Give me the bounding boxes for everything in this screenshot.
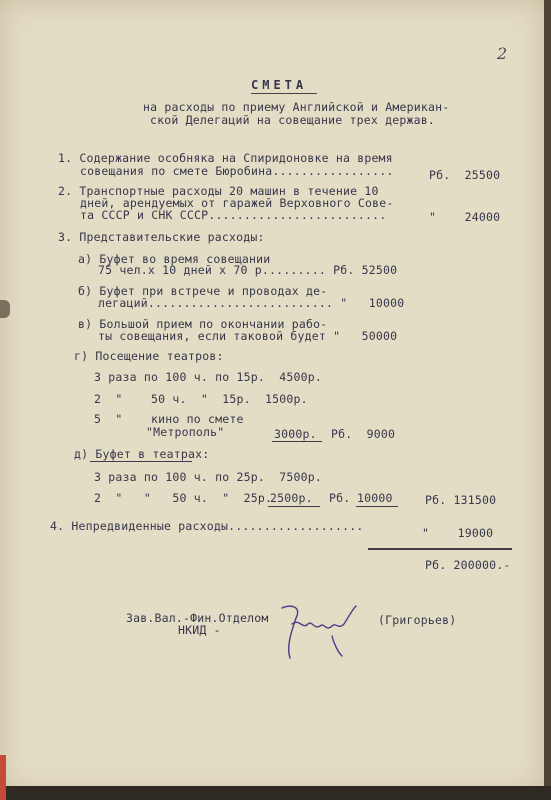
item-3a-line-2: 75 чел.х 10 дней х 70 р......... Рб. 52500: [98, 263, 398, 277]
item-1-line-2: совещания по смете Бюробина.................: [80, 164, 394, 178]
underline-10000: [356, 506, 398, 507]
item-3d-heading: д) Буфет в театрах:: [74, 447, 210, 461]
item-3d-row-2c: Рб.: [329, 491, 351, 505]
item-4-amount: " 19000: [422, 526, 494, 540]
handwritten-signature: [272, 596, 367, 666]
item-3d-row-2b: 2500р.: [270, 491, 313, 505]
item-3a-line-1: а) Буфет во время совещании: [78, 252, 271, 266]
item-3g-row-1: 3 раза по 100 ч. по 15р. 4500р.: [94, 370, 322, 384]
item-1-amount: Рб. 25500: [429, 168, 501, 182]
item-2-amount: " 24000: [429, 210, 501, 224]
item-3-heading: 3. Представительские расходы:: [58, 230, 265, 244]
item-3d-row-1: 3 раза по 100 ч. по 25р. 7500р.: [94, 470, 322, 484]
page-number: 2: [497, 44, 508, 63]
red-cover-edge: [0, 755, 6, 800]
item-3g-row-3a: 5 " кино по смете: [94, 412, 244, 426]
item-3g-row-2: 2 " 50 ч. " 15р. 1500р.: [94, 392, 308, 406]
item-3g-row-3b: "Метрополь": [146, 425, 225, 439]
item-3v-line-1: в) Большой прием по окончании рабо-: [78, 317, 328, 331]
item-3g-row-3c: 3000р.: [274, 427, 317, 441]
title-underline: [251, 93, 317, 94]
grand-total: Рб. 200000.-: [425, 558, 511, 572]
item-3g-heading: г) Посещение театров:: [74, 349, 224, 363]
underline-3d-heading: [90, 461, 192, 462]
document-title: СМЕТА: [251, 78, 308, 92]
item-3b-line-2: легаций.......................... " 10000: [98, 296, 405, 310]
item-2-line-2: дней, арендуемых от гаражей Верховного Сове-: [80, 196, 394, 210]
signatory-position-line-1: Зав.Вал.-Фин.Отделом: [126, 611, 269, 625]
total-rule: [368, 548, 512, 550]
item-1-line-1: 1. Содержание особняка на Спиридоновке на время: [58, 151, 393, 165]
item-3b-line-1: б) Буфет при встрече и проводах де-: [78, 284, 328, 298]
underline-2500: [268, 506, 320, 507]
item-2-line-3: та СССР и СНК СССР.........................: [80, 208, 387, 222]
item-3d-subtotal: 10000: [357, 491, 393, 505]
item-4-line: 4. Непредвиденные расходы...................: [50, 519, 364, 533]
underline-3000: [272, 441, 322, 442]
page-edge-shadow: [0, 786, 551, 800]
subtitle-line-1: на расходы по приему Английской и Американ-: [143, 100, 450, 114]
signatory-name: (Григорьев): [378, 613, 457, 627]
subtitle-line-2: ской Делегаций на совещание трех держав.: [150, 113, 435, 127]
binder-hole-mark: [0, 300, 10, 318]
item-3d-row-2a: 2 " " 50 ч. " 25р.: [94, 491, 273, 505]
item-2-line-1: 2. Транспортные расходы 20 машин в течение 10: [58, 184, 379, 198]
item-3g-subtotal: Рб. 9000: [331, 427, 396, 441]
item-3-total: Рб. 131500: [425, 493, 497, 507]
signatory-position-line-2: НКИД -: [178, 623, 221, 637]
item-3v-line-2: ты совещания, если таковой будет " 50000: [98, 329, 398, 343]
